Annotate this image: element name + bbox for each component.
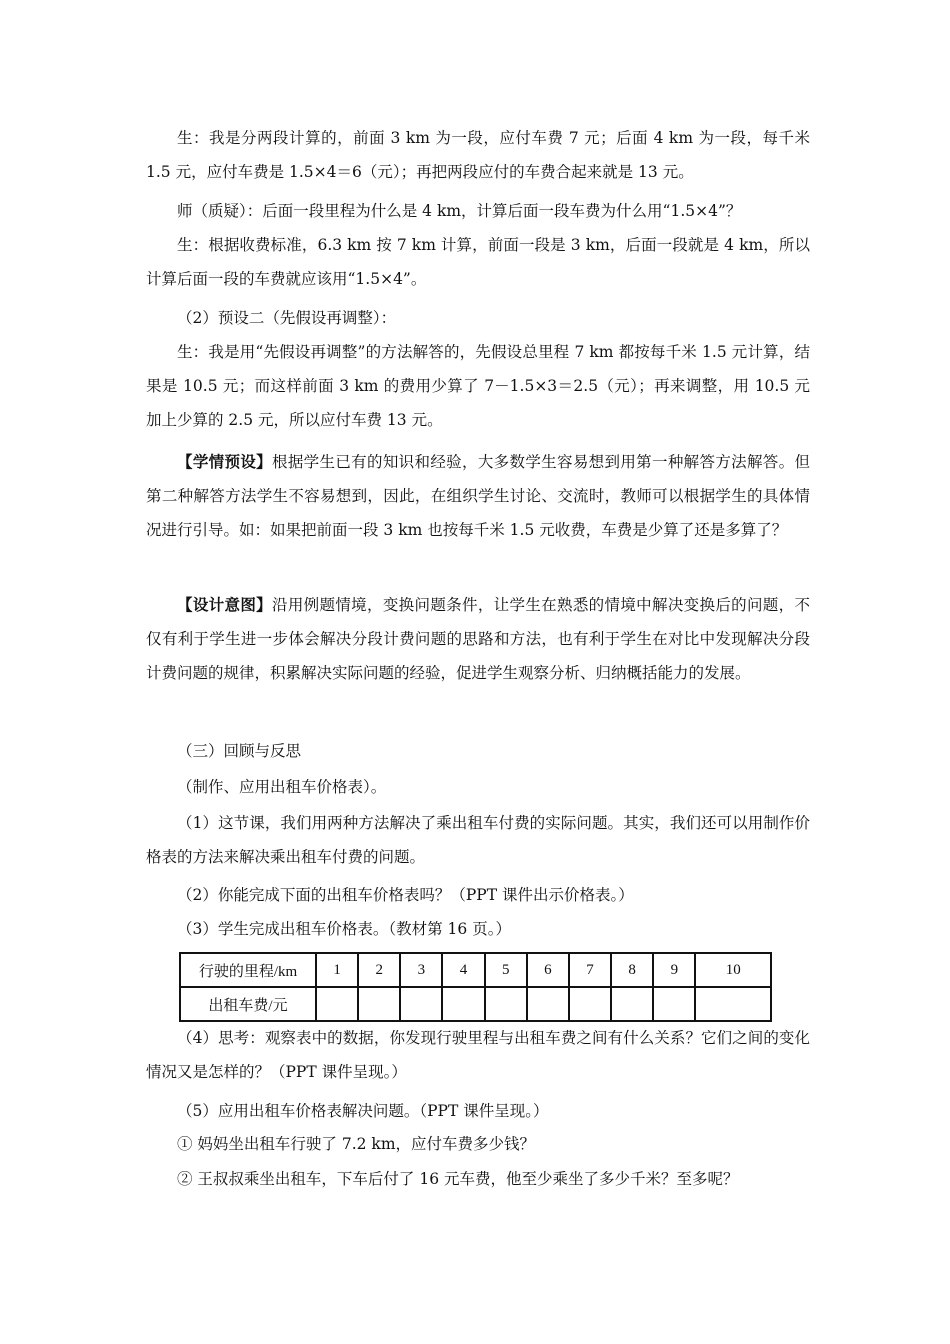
fare-cell xyxy=(400,987,442,1021)
fare-header: 出租车费/元 xyxy=(180,987,316,1021)
distance-cell: 10 xyxy=(695,953,771,987)
fare-cell xyxy=(485,987,527,1021)
paragraph-teacher-question: 师（质疑）：后面一段里程为什么是 4 km，计算后面一段车费为什么用“1.5×4”？ xyxy=(177,202,742,220)
distance-cell: 5 xyxy=(485,953,527,987)
distance-cell: 1 xyxy=(316,953,358,987)
distance-cell: 8 xyxy=(611,953,653,987)
xueqing-label: 【学情预设】 xyxy=(177,452,272,471)
fare-cell xyxy=(611,987,653,1021)
paragraph-make-table: （制作、应用出租车价格表）。 xyxy=(177,778,387,796)
paragraph-step-5: （5）应用出租车价格表解决问题。（PPT 课件呈现。） xyxy=(177,1102,549,1120)
sheji-text: 沿用例题情境，变换问题条件，让学生在熟悉的情境中解决变换后的问题，不仅有利于学生进一步体会解决分段计费问题的思路和方法，也有利于学生在对比中发现解决分段计费问题的规律，积累解决实际问题的经验，促进学生观察分析、归纳概括能力的发展。 xyxy=(146,596,810,682)
distance-cell: 2 xyxy=(358,953,400,987)
fare-cell xyxy=(695,987,771,1021)
question-2: ② 王叔叔乘坐出租车，下车后付了 16 元车费，他至少乘坐了多少千米？至多呢？ xyxy=(177,1170,739,1188)
distance-cell: 3 xyxy=(400,953,442,987)
paragraph-sheji xyxy=(146,588,810,690)
paragraph-preset-two: （2）预设二（先假设再调整）： xyxy=(177,309,397,327)
question-1: ① 妈妈坐出租车行驶了 7.2 km，应付车费多少钱？ xyxy=(177,1135,536,1153)
table-row-fare xyxy=(180,987,771,1021)
fare-cell xyxy=(527,987,569,1021)
xueqing-text: 根据学生已有的知识和经验，大多数学生容易想到用第一种解答方法解答。但第二种解答方法学生不容易想到，因此，在组织学生讨论、交流时，教师可以根据学生的具体情况进行引导。如：如果把前面一段 3 km 也按每千米 1.5 元收费，车费是少算了还是多算了？ xyxy=(146,453,810,539)
paragraph-xueqing xyxy=(146,445,810,547)
paragraph-step-3: （3）学生完成出租车价格表。（教材第 16 页。） xyxy=(177,920,511,938)
fare-cell xyxy=(316,987,358,1021)
paragraph-step-4: （4）思考：观察表中的数据，你发现行驶里程与出租车费之间有什么关系？它们之间的变化情况又是怎样的？（PPT 课件呈现。） xyxy=(146,1029,810,1081)
fare-cell xyxy=(358,987,400,1021)
paragraph-step-2: （2）你能完成下面的出租车价格表吗？（PPT 课件出示价格表。） xyxy=(177,886,634,904)
distance-cell: 4 xyxy=(442,953,484,987)
paragraph-assume-adjust: 生：我是用“先假设再调整”的方法解答的，先假设总里程 7 km 都按每千米 1.5 元计算，结果是 10.5 元；而这样前面 3 km 的费用少算了 7－1.5×3＝2.5（元）；再来调整，用 10.5 元加上少算的 2.5 元，所以应付车费 13 元。 xyxy=(146,343,810,429)
table-row-distance xyxy=(180,953,771,987)
paragraph-two-segment: 生：我是分两段计算的，前面 3 km 为一段，应付车费 7 元；后面 4 km 为一段，每千米 1.5 元，应付车费是 1.5×4＝6（元）；再把两段应付的车费合起来就是 13 元。 xyxy=(146,129,810,181)
fare-cell xyxy=(442,987,484,1021)
paragraph-step-1: （1）这节课，我们用两种方法解决了乘出租车付费的实际问题。其实，我们还可以用制作价格表的方法来解决乘出租车付费的问题。 xyxy=(146,814,810,866)
fare-cell xyxy=(569,987,611,1021)
distance-header: 行驶的里程/km xyxy=(180,953,316,987)
taxi-price-table xyxy=(179,952,772,1022)
fare-cell xyxy=(653,987,695,1021)
distance-cell: 9 xyxy=(653,953,695,987)
sheji-label: 【设计意图】 xyxy=(177,595,272,614)
paragraph-student-answer: 生：根据收费标准，6.3 km 按 7 km 计算，前面一段是 3 km，后面一段就是 4 km，所以计算后面一段的车费就应该用“1.5×4”。 xyxy=(146,236,810,288)
distance-cell: 7 xyxy=(569,953,611,987)
distance-cell: 6 xyxy=(527,953,569,987)
section-heading-review: （三）回顾与反思 xyxy=(177,742,302,760)
